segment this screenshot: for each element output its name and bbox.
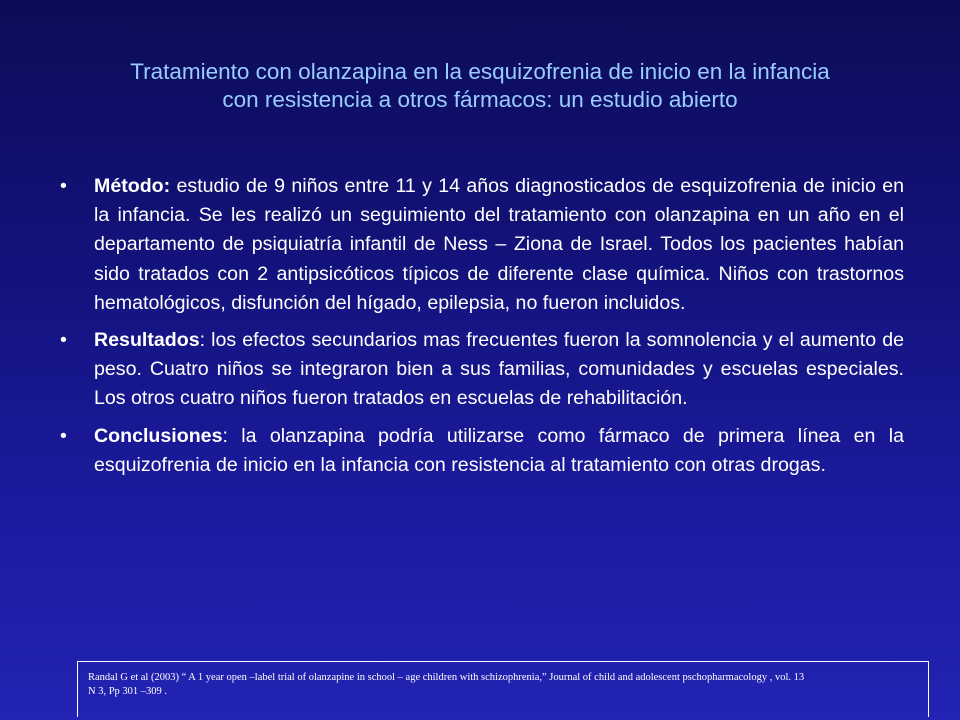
bullet-text-resultados: : los efectos secundarios mas frecuentes fueron la somnolencia y el aumento de peso. Cuatro niños se integraron bien a sus familias, comunidades y escuelas especiales. Los otros cuatro niños fueron tratados en escuelas de rehabilitación. bbox=[94, 329, 904, 410]
bullet-text-metodo: estudio de 9 niños entre 11 y 14 años diagnosticados de esquizofrenia de inicio en la infancia. Se les realizó un seguimiento del tratamiento con olanzapina en un año en el departamento de psiquiatría infantil de Ness – Ziona de Israel. Todos los pacientes habían sido tratados con 2 antipsicóticos típicos de diferente clase química. Niños con trastornos hematológicos, disfunción del hígado, epilepsia, no fueron incluidos. bbox=[94, 175, 904, 314]
bullet-icon: • bbox=[60, 329, 67, 352]
title-line-2: con resistencia a otros fármacos: un estudio abierto bbox=[222, 87, 738, 112]
bullet-list bbox=[56, 172, 904, 488]
title-line-1: Tratamiento con olanzapina en la esquizofrenia de inicio en la infancia bbox=[130, 59, 830, 84]
bullet-icon: • bbox=[60, 424, 67, 447]
bullet-item-conclusiones bbox=[56, 422, 904, 480]
bullet-item-metodo bbox=[56, 172, 904, 318]
reference-line-1: Randal G et al (2003) “ A 1 year open –label trial of olanzapine in school – age children with schizophrenia,” Journal of child and adolescent pschopharmacology , vol. 13 bbox=[88, 672, 805, 683]
slide-title bbox=[40, 58, 920, 114]
bullet-text-conclusiones: : la olanzapina podría utilizarse como fármaco de primera línea en la esquizofrenia de inicio en la infancia con resistencia al tratamiento con otras drogas. bbox=[94, 424, 904, 476]
bullet-icon: • bbox=[60, 175, 67, 197]
bullet-label-conclusiones: Conclusiones bbox=[94, 424, 223, 447]
bullet-item-resultados bbox=[56, 326, 904, 414]
bullet-label-resultados: Resultados bbox=[94, 329, 200, 352]
bullet-label-metodo: Método: bbox=[94, 175, 171, 197]
reference-box bbox=[77, 661, 929, 717]
reference-line-2: N 3, Pp 301 –309 . bbox=[88, 685, 168, 697]
